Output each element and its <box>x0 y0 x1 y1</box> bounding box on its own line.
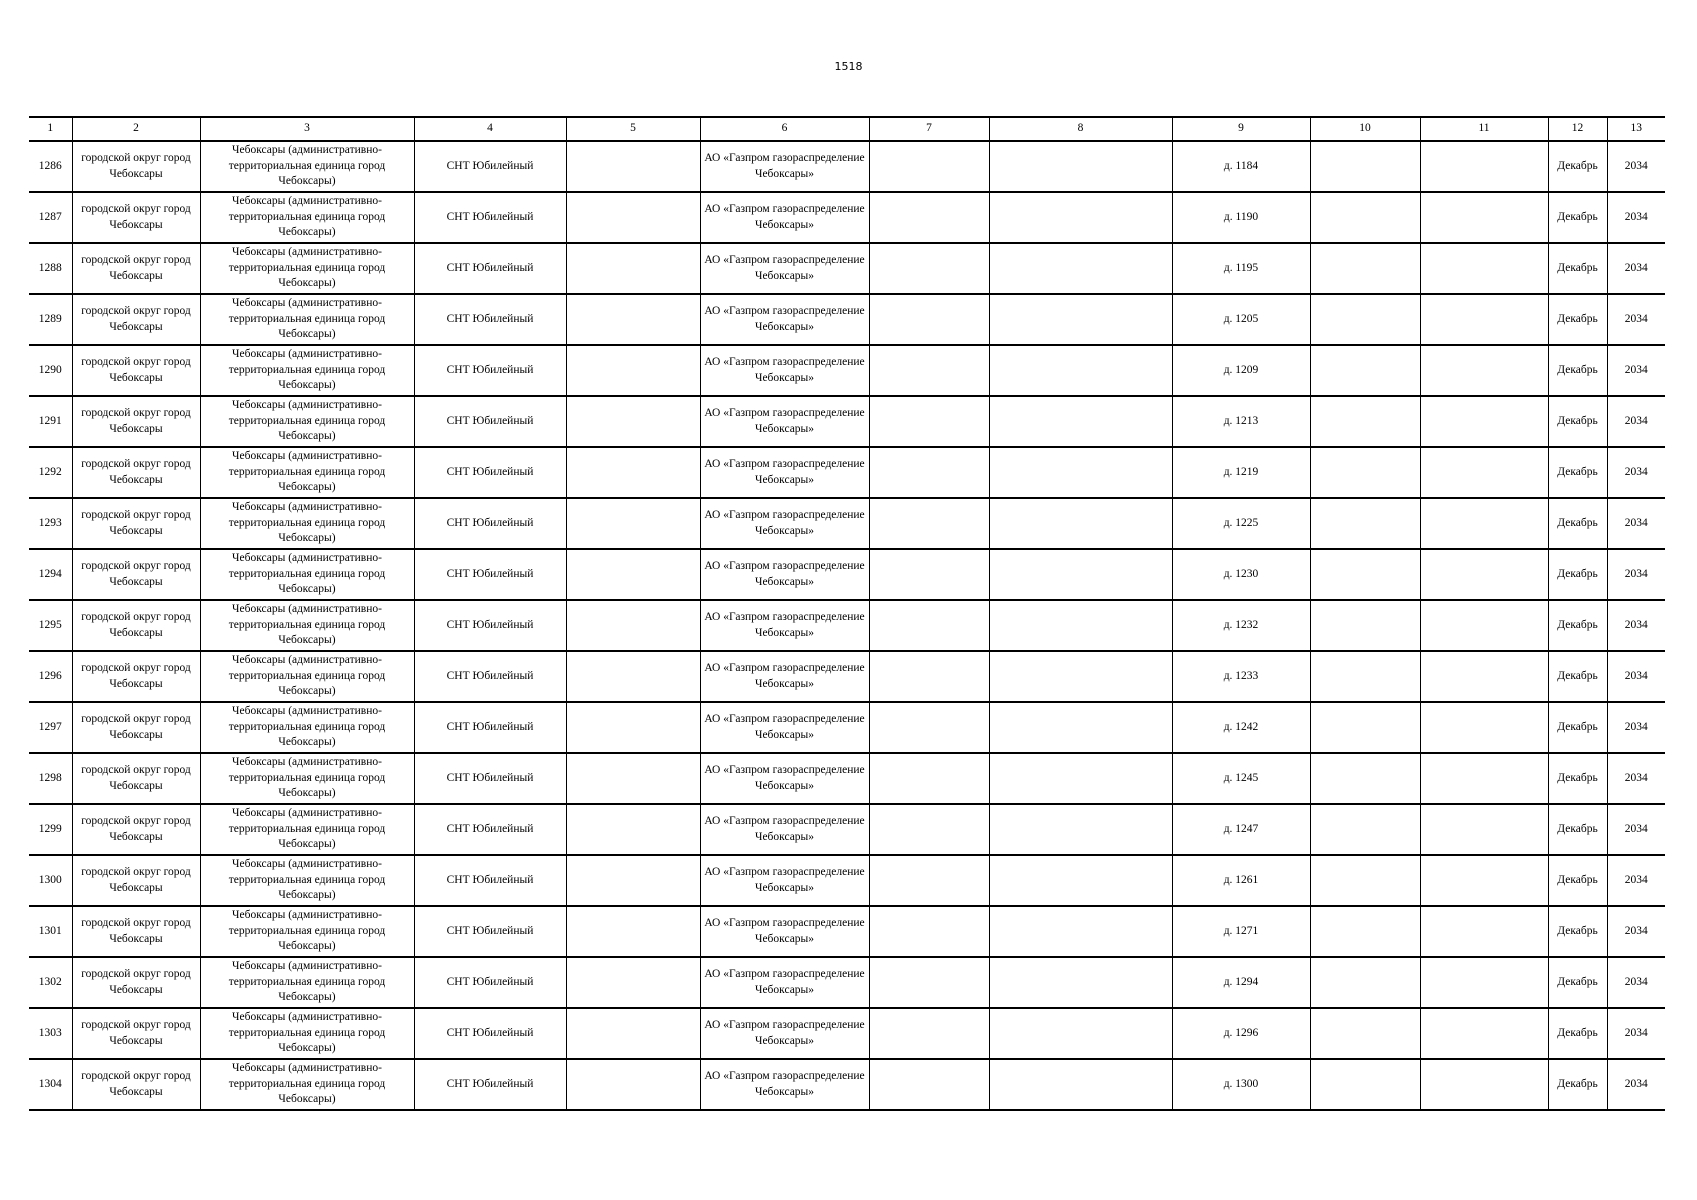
territorial-unit-cell: Чебоксары (административно-территориальная единица город Чебоксары) <box>200 957 414 1008</box>
table-row <box>29 294 1665 345</box>
column-10-cell <box>1310 396 1420 447</box>
column-8-cell <box>989 855 1172 906</box>
year-cell: 2034 <box>1607 702 1665 753</box>
year-cell: 2034 <box>1607 957 1665 1008</box>
year-cell: 2034 <box>1607 243 1665 294</box>
month-cell: Декабрь <box>1548 600 1607 651</box>
table-row <box>29 651 1665 702</box>
month-cell: Декабрь <box>1548 396 1607 447</box>
column-7-cell <box>869 549 989 600</box>
table-row <box>29 753 1665 804</box>
object-cell: СНТ Юбилейный <box>414 243 566 294</box>
column-10-cell <box>1310 702 1420 753</box>
table-row <box>29 906 1665 957</box>
column-10-cell <box>1310 141 1420 192</box>
row-number: 1287 <box>29 192 72 243</box>
month-cell: Декабрь <box>1548 855 1607 906</box>
territorial-unit-cell: Чебоксары (административно-территориальная единица город Чебоксары) <box>200 906 414 957</box>
column-header-4: 4 <box>414 117 566 141</box>
column-8-cell <box>989 753 1172 804</box>
row-number: 1290 <box>29 345 72 396</box>
row-number: 1293 <box>29 498 72 549</box>
column-11-cell <box>1420 549 1548 600</box>
column-10-cell <box>1310 549 1420 600</box>
row-number: 1298 <box>29 753 72 804</box>
column-8-cell <box>989 345 1172 396</box>
column-5-cell <box>566 600 700 651</box>
district-cell: городской округ город Чебоксары <box>72 141 200 192</box>
column-header-11: 11 <box>1420 117 1548 141</box>
column-8-cell <box>989 651 1172 702</box>
row-number: 1294 <box>29 549 72 600</box>
column-5-cell <box>566 345 700 396</box>
house-cell: д. 1261 <box>1172 855 1310 906</box>
table-row <box>29 804 1665 855</box>
column-5-cell <box>566 855 700 906</box>
table-row <box>29 702 1665 753</box>
month-cell: Декабрь <box>1548 651 1607 702</box>
column-10-cell <box>1310 447 1420 498</box>
row-number: 1299 <box>29 804 72 855</box>
column-7-cell <box>869 600 989 651</box>
district-cell: городской округ город Чебоксары <box>72 549 200 600</box>
district-cell: городской округ город Чебоксары <box>72 651 200 702</box>
year-cell: 2034 <box>1607 498 1665 549</box>
organization-cell: АО «Газпром газораспределение Чебоксары» <box>700 141 869 192</box>
house-cell: д. 1190 <box>1172 192 1310 243</box>
column-header-12: 12 <box>1548 117 1607 141</box>
district-cell: городской округ город Чебоксары <box>72 702 200 753</box>
district-cell: городской округ город Чебоксары <box>72 1008 200 1059</box>
year-cell: 2034 <box>1607 855 1665 906</box>
territorial-unit-cell: Чебоксары (административно-территориальная единица город Чебоксары) <box>200 345 414 396</box>
organization-cell: АО «Газпром газораспределение Чебоксары» <box>700 498 869 549</box>
territorial-unit-cell: Чебоксары (административно-территориальная единица город Чебоксары) <box>200 447 414 498</box>
year-cell: 2034 <box>1607 549 1665 600</box>
column-11-cell <box>1420 1059 1548 1110</box>
column-11-cell <box>1420 651 1548 702</box>
column-header-6: 6 <box>700 117 869 141</box>
year-cell: 2034 <box>1607 1008 1665 1059</box>
district-cell: городской округ город Чебоксары <box>72 447 200 498</box>
column-7-cell <box>869 345 989 396</box>
row-number: 1292 <box>29 447 72 498</box>
territorial-unit-cell: Чебоксары (административно-территориальная единица город Чебоксары) <box>200 1059 414 1110</box>
column-header-2: 2 <box>72 117 200 141</box>
header-row <box>29 117 1665 141</box>
organization-cell: АО «Газпром газораспределение Чебоксары» <box>700 651 869 702</box>
table-row <box>29 192 1665 243</box>
column-5-cell <box>566 192 700 243</box>
object-cell: СНТ Юбилейный <box>414 957 566 1008</box>
table-row <box>29 447 1665 498</box>
organization-cell: АО «Газпром газораспределение Чебоксары» <box>700 906 869 957</box>
object-cell: СНТ Юбилейный <box>414 1008 566 1059</box>
year-cell: 2034 <box>1607 1059 1665 1110</box>
territorial-unit-cell: Чебоксары (административно-территориальная единица город Чебоксары) <box>200 192 414 243</box>
column-11-cell <box>1420 855 1548 906</box>
house-cell: д. 1247 <box>1172 804 1310 855</box>
column-8-cell <box>989 396 1172 447</box>
column-10-cell <box>1310 753 1420 804</box>
column-10-cell <box>1310 192 1420 243</box>
row-number: 1297 <box>29 702 72 753</box>
month-cell: Декабрь <box>1548 1008 1607 1059</box>
district-cell: городской округ город Чебоксары <box>72 753 200 804</box>
column-8-cell <box>989 1059 1172 1110</box>
column-10-cell <box>1310 1059 1420 1110</box>
column-5-cell <box>566 498 700 549</box>
object-cell: СНТ Юбилейный <box>414 447 566 498</box>
district-cell: городской округ город Чебоксары <box>72 192 200 243</box>
table-row <box>29 855 1665 906</box>
column-11-cell <box>1420 447 1548 498</box>
row-number: 1302 <box>29 957 72 1008</box>
territorial-unit-cell: Чебоксары (административно-территориальная единица город Чебоксары) <box>200 1008 414 1059</box>
column-5-cell <box>566 1059 700 1110</box>
column-5-cell <box>566 753 700 804</box>
row-number: 1291 <box>29 396 72 447</box>
column-10-cell <box>1310 498 1420 549</box>
table-row <box>29 1008 1665 1059</box>
organization-cell: АО «Газпром газораспределение Чебоксары» <box>700 600 869 651</box>
column-10-cell <box>1310 804 1420 855</box>
territorial-unit-cell: Чебоксары (административно-территориальная единица город Чебоксары) <box>200 549 414 600</box>
column-8-cell <box>989 804 1172 855</box>
territorial-unit-cell: Чебоксары (административно-территориальная единица город Чебоксары) <box>200 702 414 753</box>
organization-cell: АО «Газпром газораспределение Чебоксары» <box>700 243 869 294</box>
table-row <box>29 141 1665 192</box>
column-header-8: 8 <box>989 117 1172 141</box>
table-row <box>29 957 1665 1008</box>
column-header-13: 13 <box>1607 117 1665 141</box>
object-cell: СНТ Юбилейный <box>414 702 566 753</box>
month-cell: Декабрь <box>1548 345 1607 396</box>
column-7-cell <box>869 753 989 804</box>
column-7-cell <box>869 702 989 753</box>
column-5-cell <box>566 906 700 957</box>
column-10-cell <box>1310 345 1420 396</box>
month-cell: Декабрь <box>1548 498 1607 549</box>
territorial-unit-cell: Чебоксары (административно-территориальная единица город Чебоксары) <box>200 753 414 804</box>
district-cell: городской округ город Чебоксары <box>72 957 200 1008</box>
year-cell: 2034 <box>1607 600 1665 651</box>
organization-cell: АО «Газпром газораспределение Чебоксары» <box>700 294 869 345</box>
table-header <box>29 117 1665 141</box>
month-cell: Декабрь <box>1548 192 1607 243</box>
year-cell: 2034 <box>1607 906 1665 957</box>
year-cell: 2034 <box>1607 345 1665 396</box>
object-cell: СНТ Юбилейный <box>414 498 566 549</box>
district-cell: городской округ город Чебоксары <box>72 345 200 396</box>
column-5-cell <box>566 447 700 498</box>
column-header-5: 5 <box>566 117 700 141</box>
table-row <box>29 243 1665 294</box>
column-5-cell <box>566 702 700 753</box>
table-row <box>29 498 1665 549</box>
column-10-cell <box>1310 651 1420 702</box>
column-7-cell <box>869 447 989 498</box>
organization-cell: АО «Газпром газораспределение Чебоксары» <box>700 345 869 396</box>
row-number: 1303 <box>29 1008 72 1059</box>
column-11-cell <box>1420 957 1548 1008</box>
district-cell: городской округ город Чебоксары <box>72 498 200 549</box>
month-cell: Декабрь <box>1548 804 1607 855</box>
territorial-unit-cell: Чебоксары (административно-территориальная единица город Чебоксары) <box>200 855 414 906</box>
month-cell: Декабрь <box>1548 957 1607 1008</box>
column-10-cell <box>1310 600 1420 651</box>
table-row <box>29 396 1665 447</box>
column-10-cell <box>1310 294 1420 345</box>
year-cell: 2034 <box>1607 192 1665 243</box>
column-5-cell <box>566 957 700 1008</box>
column-8-cell <box>989 243 1172 294</box>
column-header-9: 9 <box>1172 117 1310 141</box>
organization-cell: АО «Газпром газораспределение Чебоксары» <box>700 549 869 600</box>
district-cell: городской округ город Чебоксары <box>72 855 200 906</box>
column-8-cell <box>989 702 1172 753</box>
column-8-cell <box>989 192 1172 243</box>
object-cell: СНТ Юбилейный <box>414 651 566 702</box>
column-8-cell <box>989 600 1172 651</box>
column-10-cell <box>1310 957 1420 1008</box>
object-cell: СНТ Юбилейный <box>414 192 566 243</box>
column-10-cell <box>1310 243 1420 294</box>
month-cell: Декабрь <box>1548 141 1607 192</box>
organization-cell: АО «Газпром газораспределение Чебоксары» <box>700 702 869 753</box>
column-5-cell <box>566 141 700 192</box>
house-cell: д. 1294 <box>1172 957 1310 1008</box>
month-cell: Декабрь <box>1548 447 1607 498</box>
column-8-cell <box>989 549 1172 600</box>
year-cell: 2034 <box>1607 804 1665 855</box>
territorial-unit-cell: Чебоксары (административно-территориальная единица город Чебоксары) <box>200 498 414 549</box>
house-cell: д. 1271 <box>1172 906 1310 957</box>
year-cell: 2034 <box>1607 651 1665 702</box>
month-cell: Декабрь <box>1548 906 1607 957</box>
column-8-cell <box>989 294 1172 345</box>
column-header-10: 10 <box>1310 117 1420 141</box>
object-cell: СНТ Юбилейный <box>414 1059 566 1110</box>
house-cell: д. 1232 <box>1172 600 1310 651</box>
house-cell: д. 1230 <box>1172 549 1310 600</box>
district-cell: городской округ город Чебоксары <box>72 600 200 651</box>
row-number: 1295 <box>29 600 72 651</box>
table-row <box>29 1059 1665 1110</box>
column-5-cell <box>566 396 700 447</box>
organization-cell: АО «Газпром газораспределение Чебоксары» <box>700 957 869 1008</box>
column-5-cell <box>566 1008 700 1059</box>
month-cell: Декабрь <box>1548 702 1607 753</box>
organization-cell: АО «Газпром газораспределение Чебоксары» <box>700 855 869 906</box>
table-body <box>29 141 1665 1110</box>
row-number: 1300 <box>29 855 72 906</box>
house-cell: д. 1205 <box>1172 294 1310 345</box>
column-11-cell <box>1420 702 1548 753</box>
month-cell: Декабрь <box>1548 1059 1607 1110</box>
month-cell: Декабрь <box>1548 753 1607 804</box>
registry-table <box>29 116 1665 1111</box>
column-7-cell <box>869 243 989 294</box>
table-row <box>29 345 1665 396</box>
column-5-cell <box>566 804 700 855</box>
territorial-unit-cell: Чебоксары (административно-территориальная единица город Чебоксары) <box>200 396 414 447</box>
column-header-3: 3 <box>200 117 414 141</box>
district-cell: городской округ город Чебоксары <box>72 906 200 957</box>
column-7-cell <box>869 1059 989 1110</box>
column-10-cell <box>1310 855 1420 906</box>
year-cell: 2034 <box>1607 753 1665 804</box>
house-cell: д. 1242 <box>1172 702 1310 753</box>
organization-cell: АО «Газпром газораспределение Чебоксары» <box>700 396 869 447</box>
district-cell: городской округ город Чебоксары <box>72 804 200 855</box>
year-cell: 2034 <box>1607 141 1665 192</box>
object-cell: СНТ Юбилейный <box>414 855 566 906</box>
house-cell: д. 1233 <box>1172 651 1310 702</box>
territorial-unit-cell: Чебоксары (административно-территориальная единица город Чебоксары) <box>200 141 414 192</box>
column-5-cell <box>566 243 700 294</box>
column-5-cell <box>566 294 700 345</box>
object-cell: СНТ Юбилейный <box>414 906 566 957</box>
row-number: 1301 <box>29 906 72 957</box>
column-8-cell <box>989 447 1172 498</box>
territorial-unit-cell: Чебоксары (административно-территориальная единица город Чебоксары) <box>200 804 414 855</box>
row-number: 1286 <box>29 141 72 192</box>
object-cell: СНТ Юбилейный <box>414 804 566 855</box>
column-11-cell <box>1420 804 1548 855</box>
organization-cell: АО «Газпром газораспределение Чебоксары» <box>700 1008 869 1059</box>
column-7-cell <box>869 1008 989 1059</box>
house-cell: д. 1225 <box>1172 498 1310 549</box>
district-cell: городской округ город Чебоксары <box>72 243 200 294</box>
house-cell: д. 1245 <box>1172 753 1310 804</box>
object-cell: СНТ Юбилейный <box>414 345 566 396</box>
object-cell: СНТ Юбилейный <box>414 600 566 651</box>
column-11-cell <box>1420 345 1548 396</box>
year-cell: 2034 <box>1607 396 1665 447</box>
row-number: 1288 <box>29 243 72 294</box>
column-8-cell <box>989 141 1172 192</box>
column-7-cell <box>869 498 989 549</box>
territorial-unit-cell: Чебоксары (административно-территориальная единица город Чебоксары) <box>200 294 414 345</box>
district-cell: городской округ город Чебоксары <box>72 1059 200 1110</box>
column-5-cell <box>566 549 700 600</box>
month-cell: Декабрь <box>1548 549 1607 600</box>
territorial-unit-cell: Чебоксары (административно-территориальная единица город Чебоксары) <box>200 600 414 651</box>
column-8-cell <box>989 498 1172 549</box>
table-row <box>29 549 1665 600</box>
house-cell: д. 1213 <box>1172 396 1310 447</box>
district-cell: городской округ город Чебоксары <box>72 294 200 345</box>
organization-cell: АО «Газпром газораспределение Чебоксары» <box>700 753 869 804</box>
column-5-cell <box>566 651 700 702</box>
column-7-cell <box>869 906 989 957</box>
year-cell: 2034 <box>1607 294 1665 345</box>
organization-cell: АО «Газпром газораспределение Чебоксары» <box>700 804 869 855</box>
column-11-cell <box>1420 294 1548 345</box>
column-11-cell <box>1420 600 1548 651</box>
column-7-cell <box>869 957 989 1008</box>
month-cell: Декабрь <box>1548 294 1607 345</box>
column-11-cell <box>1420 192 1548 243</box>
column-7-cell <box>869 804 989 855</box>
column-11-cell <box>1420 396 1548 447</box>
month-cell: Декабрь <box>1548 243 1607 294</box>
house-cell: д. 1300 <box>1172 1059 1310 1110</box>
object-cell: СНТ Юбилейный <box>414 549 566 600</box>
page-number: 1518 <box>834 60 863 73</box>
object-cell: СНТ Юбилейный <box>414 396 566 447</box>
object-cell: СНТ Юбилейный <box>414 294 566 345</box>
territorial-unit-cell: Чебоксары (административно-территориальная единица город Чебоксары) <box>200 243 414 294</box>
column-7-cell <box>869 396 989 447</box>
object-cell: СНТ Юбилейный <box>414 141 566 192</box>
column-8-cell <box>989 1008 1172 1059</box>
column-11-cell <box>1420 243 1548 294</box>
column-7-cell <box>869 294 989 345</box>
territorial-unit-cell: Чебоксары (административно-территориальная единица город Чебоксары) <box>200 651 414 702</box>
column-7-cell <box>869 855 989 906</box>
column-11-cell <box>1420 498 1548 549</box>
house-cell: д. 1184 <box>1172 141 1310 192</box>
row-number: 1289 <box>29 294 72 345</box>
district-cell: городской округ город Чебоксары <box>72 396 200 447</box>
object-cell: СНТ Юбилейный <box>414 753 566 804</box>
year-cell: 2034 <box>1607 447 1665 498</box>
house-cell: д. 1296 <box>1172 1008 1310 1059</box>
house-cell: д. 1195 <box>1172 243 1310 294</box>
column-11-cell <box>1420 141 1548 192</box>
column-11-cell <box>1420 753 1548 804</box>
column-8-cell <box>989 906 1172 957</box>
house-cell: д. 1209 <box>1172 345 1310 396</box>
row-number: 1296 <box>29 651 72 702</box>
column-7-cell <box>869 192 989 243</box>
column-8-cell <box>989 957 1172 1008</box>
row-number: 1304 <box>29 1059 72 1110</box>
column-11-cell <box>1420 1008 1548 1059</box>
organization-cell: АО «Газпром газораспределение Чебоксары» <box>700 192 869 243</box>
table-row <box>29 600 1665 651</box>
column-7-cell <box>869 141 989 192</box>
column-header-1: 1 <box>29 117 72 141</box>
column-header-7: 7 <box>869 117 989 141</box>
column-10-cell <box>1310 1008 1420 1059</box>
organization-cell: АО «Газпром газораспределение Чебоксары» <box>700 1059 869 1110</box>
column-7-cell <box>869 651 989 702</box>
column-10-cell <box>1310 906 1420 957</box>
column-11-cell <box>1420 906 1548 957</box>
organization-cell: АО «Газпром газораспределение Чебоксары» <box>700 447 869 498</box>
house-cell: д. 1219 <box>1172 447 1310 498</box>
